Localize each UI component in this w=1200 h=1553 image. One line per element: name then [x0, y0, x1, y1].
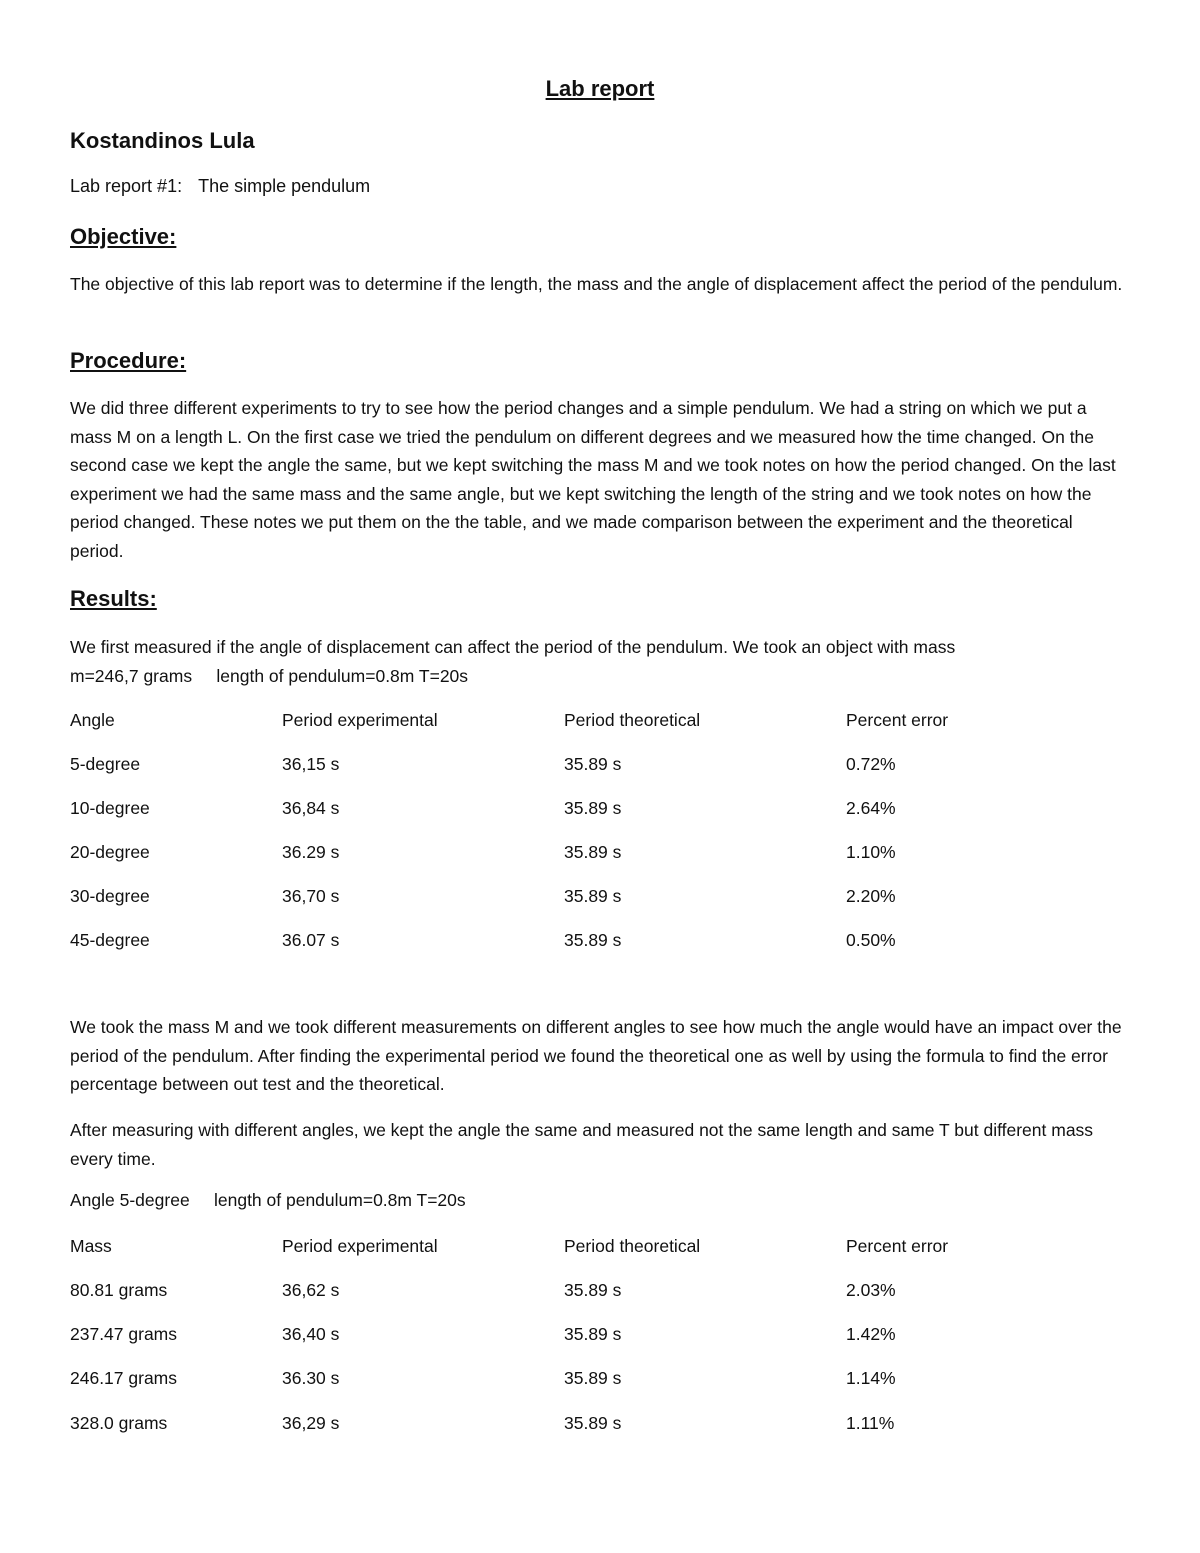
procedure-text: We did three different experiments to try to see how the period changes and a simple pendulum. We had a string on which we put a mass M on a length L. On the first case we tried the pendulum on different degrees and we measured how the time changed. On the second case we kept the angle the same, but we kept switching the mass M and we took notes on how the period changed. On the last experiment we had the same mass and the same angle, but we kept switching the length of the string and we took notes on how the period changed. These notes we put them on the the table, and we made comparison between the experiment and the theoretical period. — [70, 398, 1116, 561]
mass-conditions: Angle 5-degree length of pendulum=0.8m T=20s — [70, 1190, 466, 1210]
procedure-heading: Procedure: — [70, 348, 187, 373]
report-number: Lab report #1: — [70, 176, 183, 196]
table-cell: 30-degree — [70, 886, 150, 906]
table-cell: 35.89 s — [564, 1324, 622, 1344]
table-cell: 1.42% — [846, 1324, 896, 1344]
table-cell: 35.89 s — [564, 1368, 622, 1388]
table-cell: 35.89 s — [564, 886, 622, 906]
table-cell: 35.89 s — [564, 1280, 622, 1300]
table-cell: 36,40 s — [282, 1324, 340, 1344]
table-header-cell: Percent error — [846, 1236, 949, 1256]
table-cell: 10-degree — [70, 798, 150, 818]
table-cell: 35.89 s — [564, 930, 622, 950]
table-cell: 45-degree — [70, 930, 150, 950]
report-topic: The simple pendulum — [198, 176, 371, 196]
objective-heading: Objective: — [70, 224, 177, 249]
table-cell: 328.0 grams — [70, 1413, 168, 1433]
table-cell: 36,84 s — [282, 798, 340, 818]
table-cell: 246.17 grams — [70, 1368, 178, 1388]
table-cell: 1.14% — [846, 1368, 896, 1388]
table-cell: 237.47 grams — [70, 1324, 178, 1344]
table-cell: 5-degree — [70, 754, 141, 774]
table-cell: 2.20% — [846, 886, 896, 906]
results-intro: We first measured if the angle of displacement can affect the period of the pendulum. We took an object with mass — [70, 637, 956, 657]
table-cell: 1.10% — [846, 842, 896, 862]
table-cell: 36.29 s — [282, 842, 340, 862]
table-cell: 35.89 s — [564, 798, 622, 818]
table-cell: 20-degree — [70, 842, 150, 862]
table-cell: 2.03% — [846, 1280, 896, 1300]
page-title: Lab report — [545, 76, 655, 101]
table-cell: 0.50% — [846, 930, 896, 950]
objective-text: The objective of this lab report was to determine if the length, the mass and the angle of displacement affect the period of the pendulum. — [70, 274, 1123, 294]
table-header-cell: Mass — [70, 1236, 112, 1256]
table-header-cell: Period experimental — [282, 710, 438, 730]
table-cell: 2.64% — [846, 798, 896, 818]
table-cell: 36.30 s — [282, 1368, 340, 1388]
table-cell: 35.89 s — [564, 842, 622, 862]
table-cell: 36,15 s — [282, 754, 340, 774]
results-conditions: m=246,7 grams length of pendulum=0.8m T=20s — [70, 666, 469, 686]
table-header-cell: Period experimental — [282, 1236, 438, 1256]
results-discussion: We took the mass M and we took different measurements on different angles to see how much the angle would have an impact over the period of the pendulum. After finding the experimental period we found the theoretical one as well by using the formula to find the error percentage between out test and the theoretical. — [70, 1017, 1122, 1094]
table-cell: 35.89 s — [564, 754, 622, 774]
table-header-cell: Angle — [70, 710, 115, 730]
results-transition: After measuring with different angles, we kept the angle the same and measured not the same length and same T but different mass every time. — [70, 1120, 1094, 1169]
table-cell: 80.81 grams — [70, 1280, 168, 1300]
table-header-cell: Period theoretical — [564, 710, 701, 730]
table-cell: 36,70 s — [282, 886, 340, 906]
table-header-cell: Period theoretical — [564, 1236, 701, 1256]
table-cell: 0.72% — [846, 754, 896, 774]
table-cell: 36.07 s — [282, 930, 340, 950]
table-cell: 1.11% — [846, 1413, 895, 1433]
table-cell: 36,29 s — [282, 1413, 340, 1433]
table-header-cell: Percent error — [846, 710, 949, 730]
results-heading: Results: — [70, 586, 157, 611]
table-cell: 36,62 s — [282, 1280, 340, 1300]
author-name: Kostandinos Lula — [70, 128, 255, 153]
table-cell: 35.89 s — [564, 1413, 622, 1433]
report-subtitle — [70, 176, 370, 197]
